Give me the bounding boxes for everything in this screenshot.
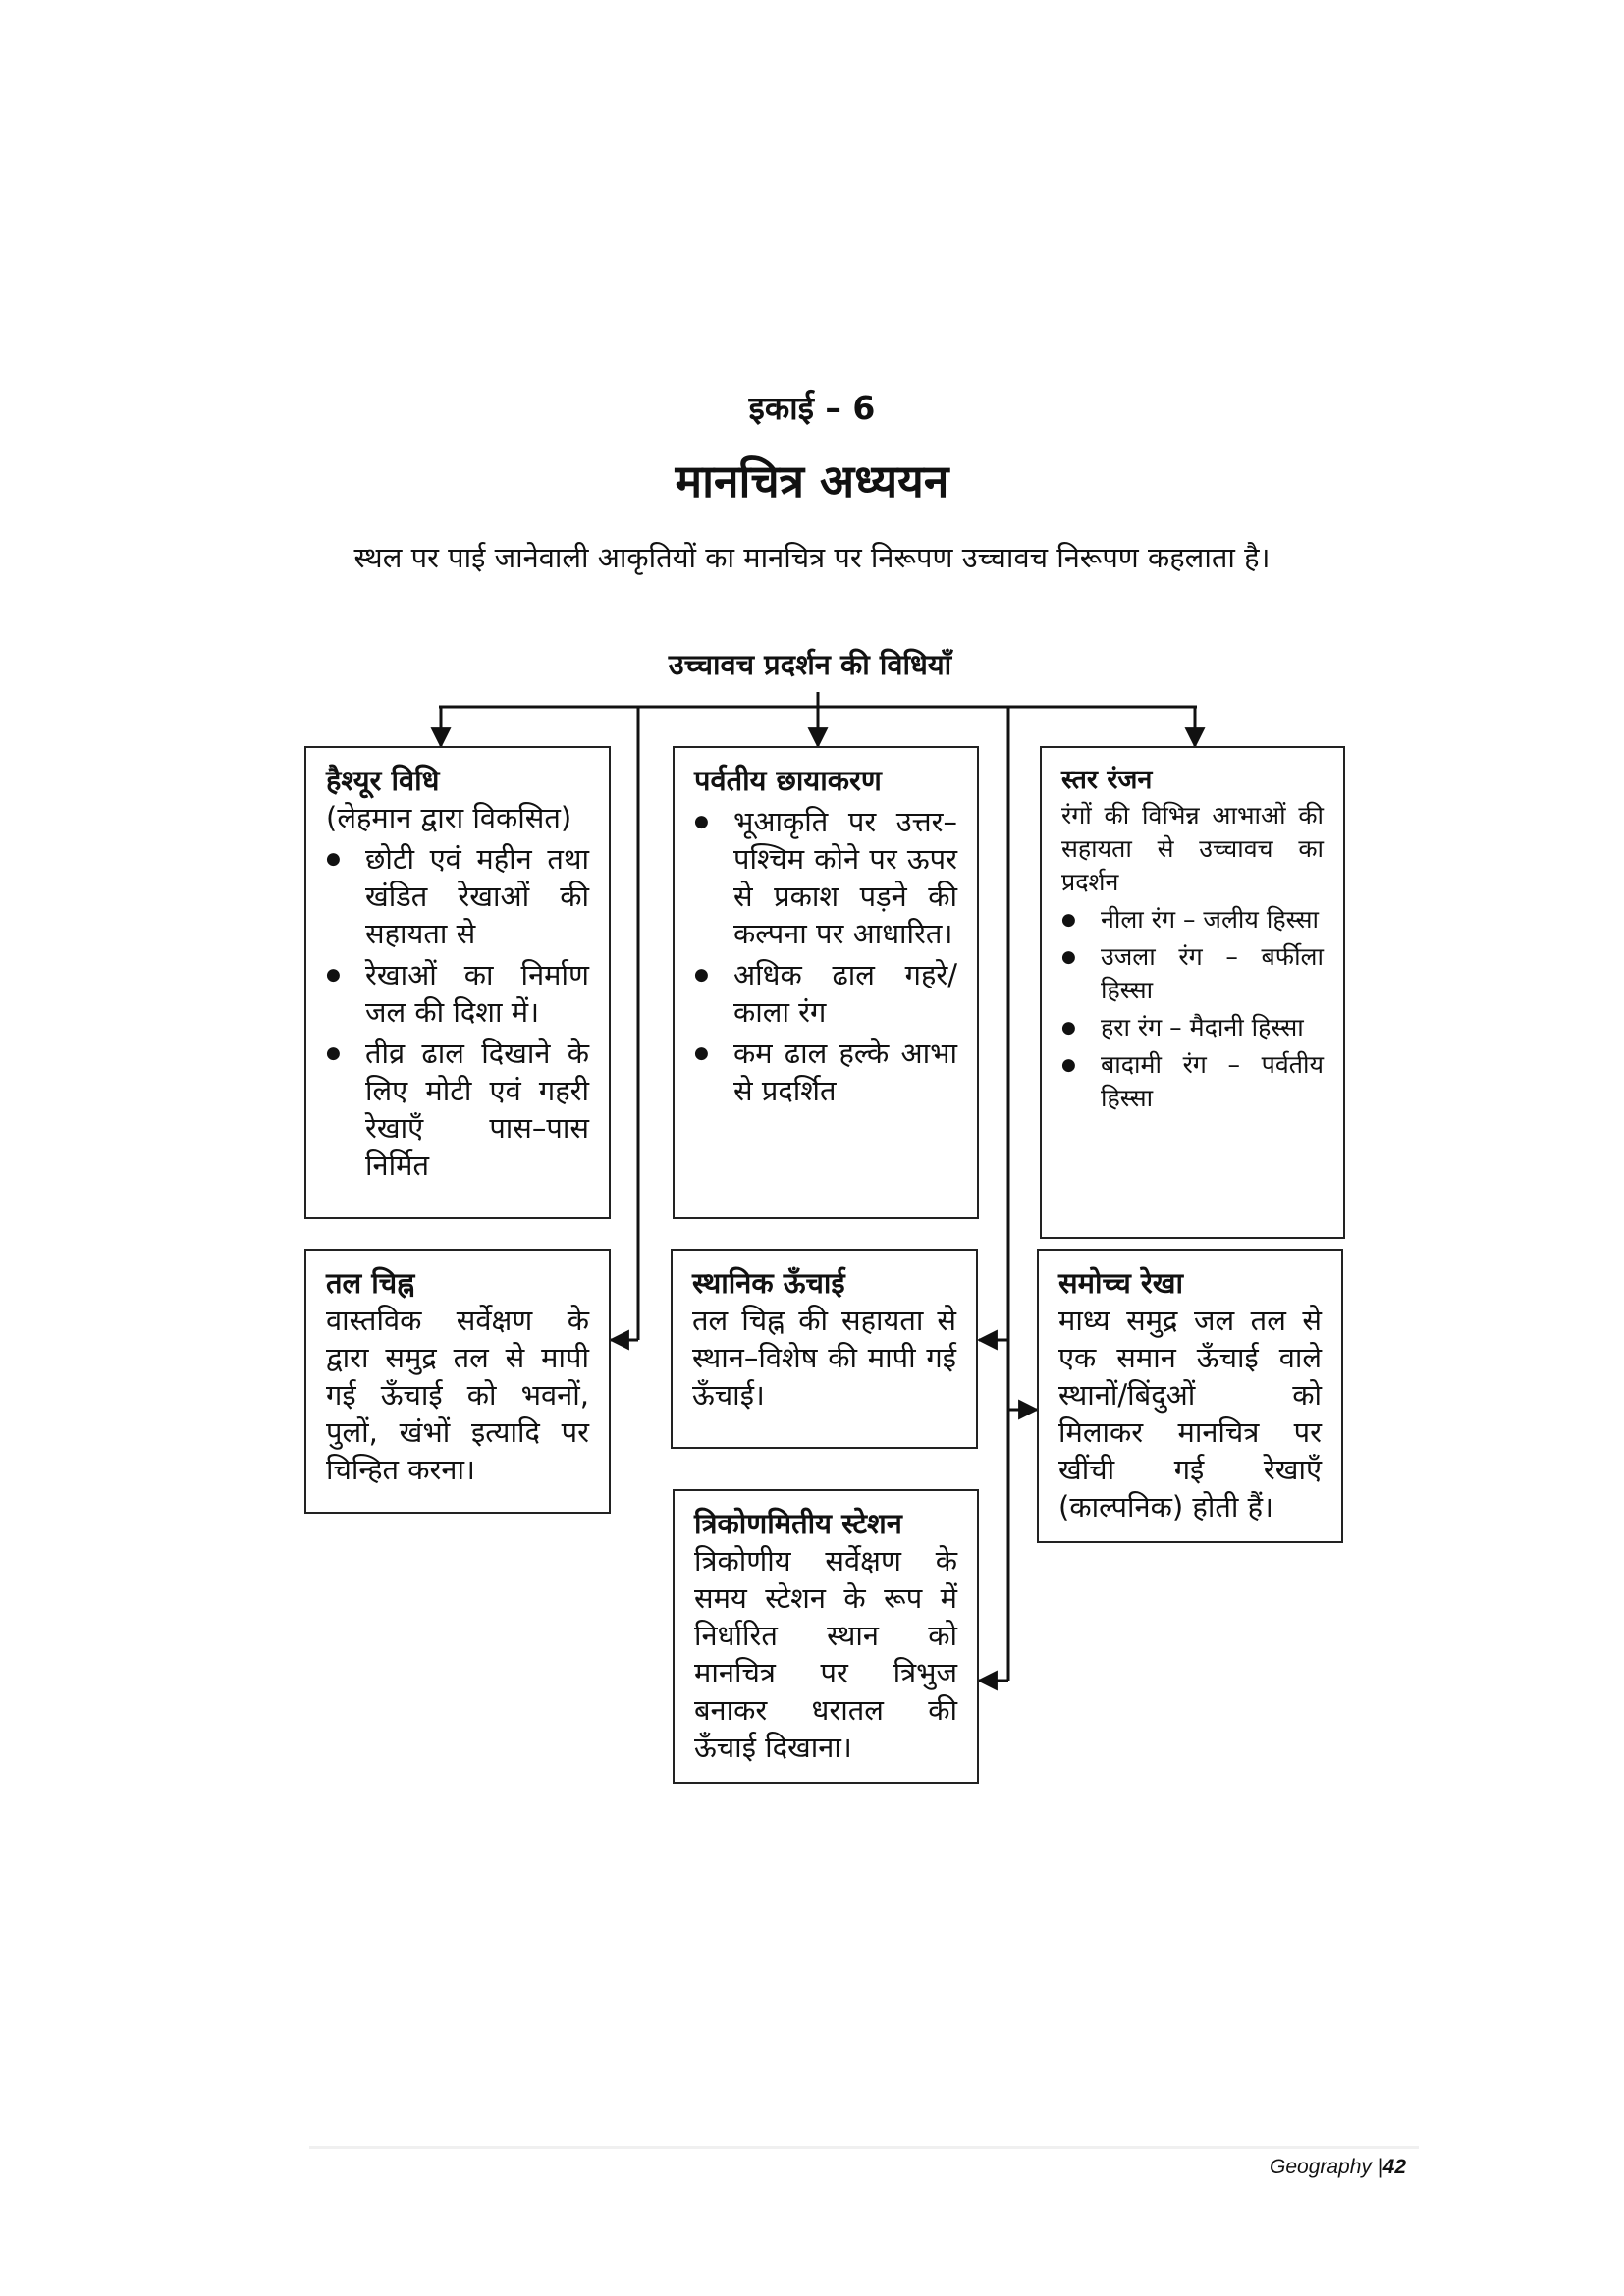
hill-shading-title: पर्वतीय छायाकरण bbox=[694, 764, 882, 797]
intro-text: स्थल पर पाई जानेवाली आकृतियों का मानचित्र पर निरूपण उच्चावच निरूपण कहलाता है। bbox=[353, 541, 1271, 574]
layer-tint-points bbox=[1061, 903, 1324, 1115]
bench-mark-title: तल चिह्न bbox=[326, 1266, 415, 1300]
hill-shading-points bbox=[694, 803, 957, 1109]
bench-mark-text: वास्तविक सर्वेक्षण के द्वारा समुद्र तल से मापी गई ऊँचाई को भवनों, पुलों, खंभों इत्यादि पर चिन्हित करना। bbox=[326, 1304, 589, 1486]
list-item: ● भूआकृति पर उत्तर–पश्चिम कोने पर ऊपर से प्रकाश पड़ने की कल्पना पर आधारित। bbox=[694, 803, 957, 952]
footer-subject: Geography bbox=[1270, 2156, 1372, 2178]
layer-tint-intro: रंगों की विभिन्न आभाओं की सहायता से उच्चावच का प्रदर्शन bbox=[1061, 801, 1324, 896]
diagram-root-label: उच्चावच प्रदर्शन की विधियाँ bbox=[668, 648, 952, 681]
footer-page-separator: | bbox=[1377, 2156, 1383, 2178]
unit-heading: इकाई – 6 bbox=[748, 389, 876, 427]
spot-height-title: स्थानिक ऊँचाई bbox=[692, 1266, 845, 1300]
hachure-box bbox=[304, 746, 611, 1219]
contour-box bbox=[1037, 1249, 1343, 1543]
page-title: मानचित्र अध्ययन bbox=[675, 454, 949, 507]
layer-tint-title: स्तर रंजन bbox=[1061, 765, 1153, 795]
list-item: ● तीव्र ढाल दिखाने के लिए मोटी एवं गहरी रेखाएँ पास–पास निर्मित bbox=[326, 1035, 589, 1184]
trig-station-text: त्रिकोणीय सर्वेक्षण के समय स्टेशन के रूप में निर्धारित स्थान को मानचित्र पर त्रिभुज बनाकर धरातल की ऊँचाई दिखाना। bbox=[694, 1544, 957, 1764]
hachure-subtitle: (लेहमान द्वारा विकसित) bbox=[326, 801, 572, 834]
list-item: ● नीला रंग – जलीय हिस्सा bbox=[1061, 903, 1324, 936]
footer-page-number: 42 bbox=[1382, 2156, 1406, 2178]
hachure-points bbox=[326, 840, 589, 1184]
bench-mark-box bbox=[304, 1249, 611, 1514]
list-item: ● कम ढाल हल्के आभा से प्रदर्शित bbox=[694, 1035, 957, 1109]
hill-shading-box bbox=[673, 746, 979, 1219]
list-item: ● हरा रंग – मैदानी हिस्सा bbox=[1061, 1011, 1324, 1044]
contour-title: समोच्च रेखा bbox=[1058, 1266, 1183, 1300]
footer-divider bbox=[309, 2146, 1419, 2149]
layer-tint-box bbox=[1040, 746, 1345, 1239]
trig-station-title: त्रिकोणमितीय स्टेशन bbox=[694, 1507, 902, 1540]
list-item: ● उजला रंग – बर्फीला हिस्सा bbox=[1061, 940, 1324, 1007]
list-item: ● अधिक ढाल गहरे/काला रंग bbox=[694, 956, 957, 1031]
list-item: ● बादामी रंग – पर्वतीय हिस्सा bbox=[1061, 1048, 1324, 1115]
page-footer bbox=[1247, 2156, 1406, 2179]
spot-height-box bbox=[671, 1249, 978, 1449]
trig-station-box bbox=[673, 1489, 979, 1784]
hachure-title: हैश्यूर विधि bbox=[326, 764, 440, 797]
list-item: ● छोटी एवं महीन तथा खंडित रेखाओं की सहायता से bbox=[326, 840, 589, 952]
contour-text: माध्य समुद्र जल तल से एक समान ऊँचाई वाले स्थानों/बिंदुओं को मिलाकर मानचित्र पर खींची गई रेखाएँ (काल्पनिक) होती हैं। bbox=[1058, 1304, 1322, 1523]
spot-height-text: तल चिह्न की सहायता से स्थान–विशेष की मापी गई ऊँचाई। bbox=[692, 1304, 956, 1412]
list-item: ● रेखाओं का निर्माण जल की दिशा में। bbox=[326, 956, 589, 1031]
